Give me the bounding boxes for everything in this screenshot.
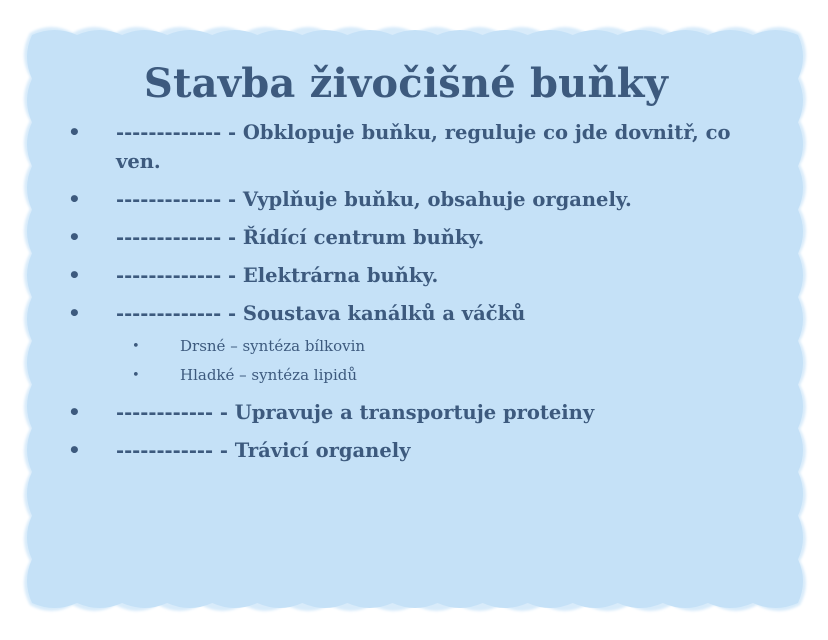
bullet-text: ------------- - Elektrárna buňky. xyxy=(116,264,439,287)
bullet-item-mitochondria xyxy=(68,261,748,290)
bullet-dot: • xyxy=(68,120,81,144)
sub-bullet-text: Hladké – syntéza lipidů xyxy=(180,366,358,384)
bullet-text: ------------- - Řídící centrum buňky. xyxy=(116,226,485,249)
bullet-text: ------------ - Trávicí organely xyxy=(116,439,411,462)
sub-bullet-text: Drsné – syntéza bílkovin xyxy=(180,337,366,355)
bullet-text: ------------- - Soustava kanálků a váčků xyxy=(116,302,526,325)
bullet-item-nucleus xyxy=(68,223,748,252)
bullet-dot: • xyxy=(68,187,81,211)
bullet-item-membrane xyxy=(68,118,748,176)
bullet-text: ------------ - Upravuje a transportuje proteiny xyxy=(116,401,595,424)
bullet-list xyxy=(68,118,748,474)
bullet-item-cytoplasm xyxy=(68,185,748,214)
slide-title: Stavba živočišné buňky xyxy=(143,60,669,107)
bullet-dot: • xyxy=(68,438,81,462)
bullet-dot: • xyxy=(68,301,81,325)
sub-bullet-list xyxy=(116,332,748,390)
bullet-item-golgi xyxy=(68,398,748,427)
bullet-dot: • xyxy=(68,225,81,249)
bullet-item-lysosome xyxy=(68,436,748,465)
sub-bullet-dot: • xyxy=(132,368,140,383)
sub-bullet-item xyxy=(132,332,748,361)
sub-bullet-item xyxy=(132,361,748,390)
bullet-text: ------------- - Obklopuje buňku, reguluje co jde dovnitř, co ven. xyxy=(116,121,731,173)
bullet-item-er xyxy=(68,299,748,390)
sub-bullet-dot: • xyxy=(132,339,140,354)
bullet-text: ------------- - Vyplňuje buňku, obsahuje organely. xyxy=(116,188,632,211)
bullet-dot: • xyxy=(68,263,81,287)
bullet-dot: • xyxy=(68,400,81,424)
